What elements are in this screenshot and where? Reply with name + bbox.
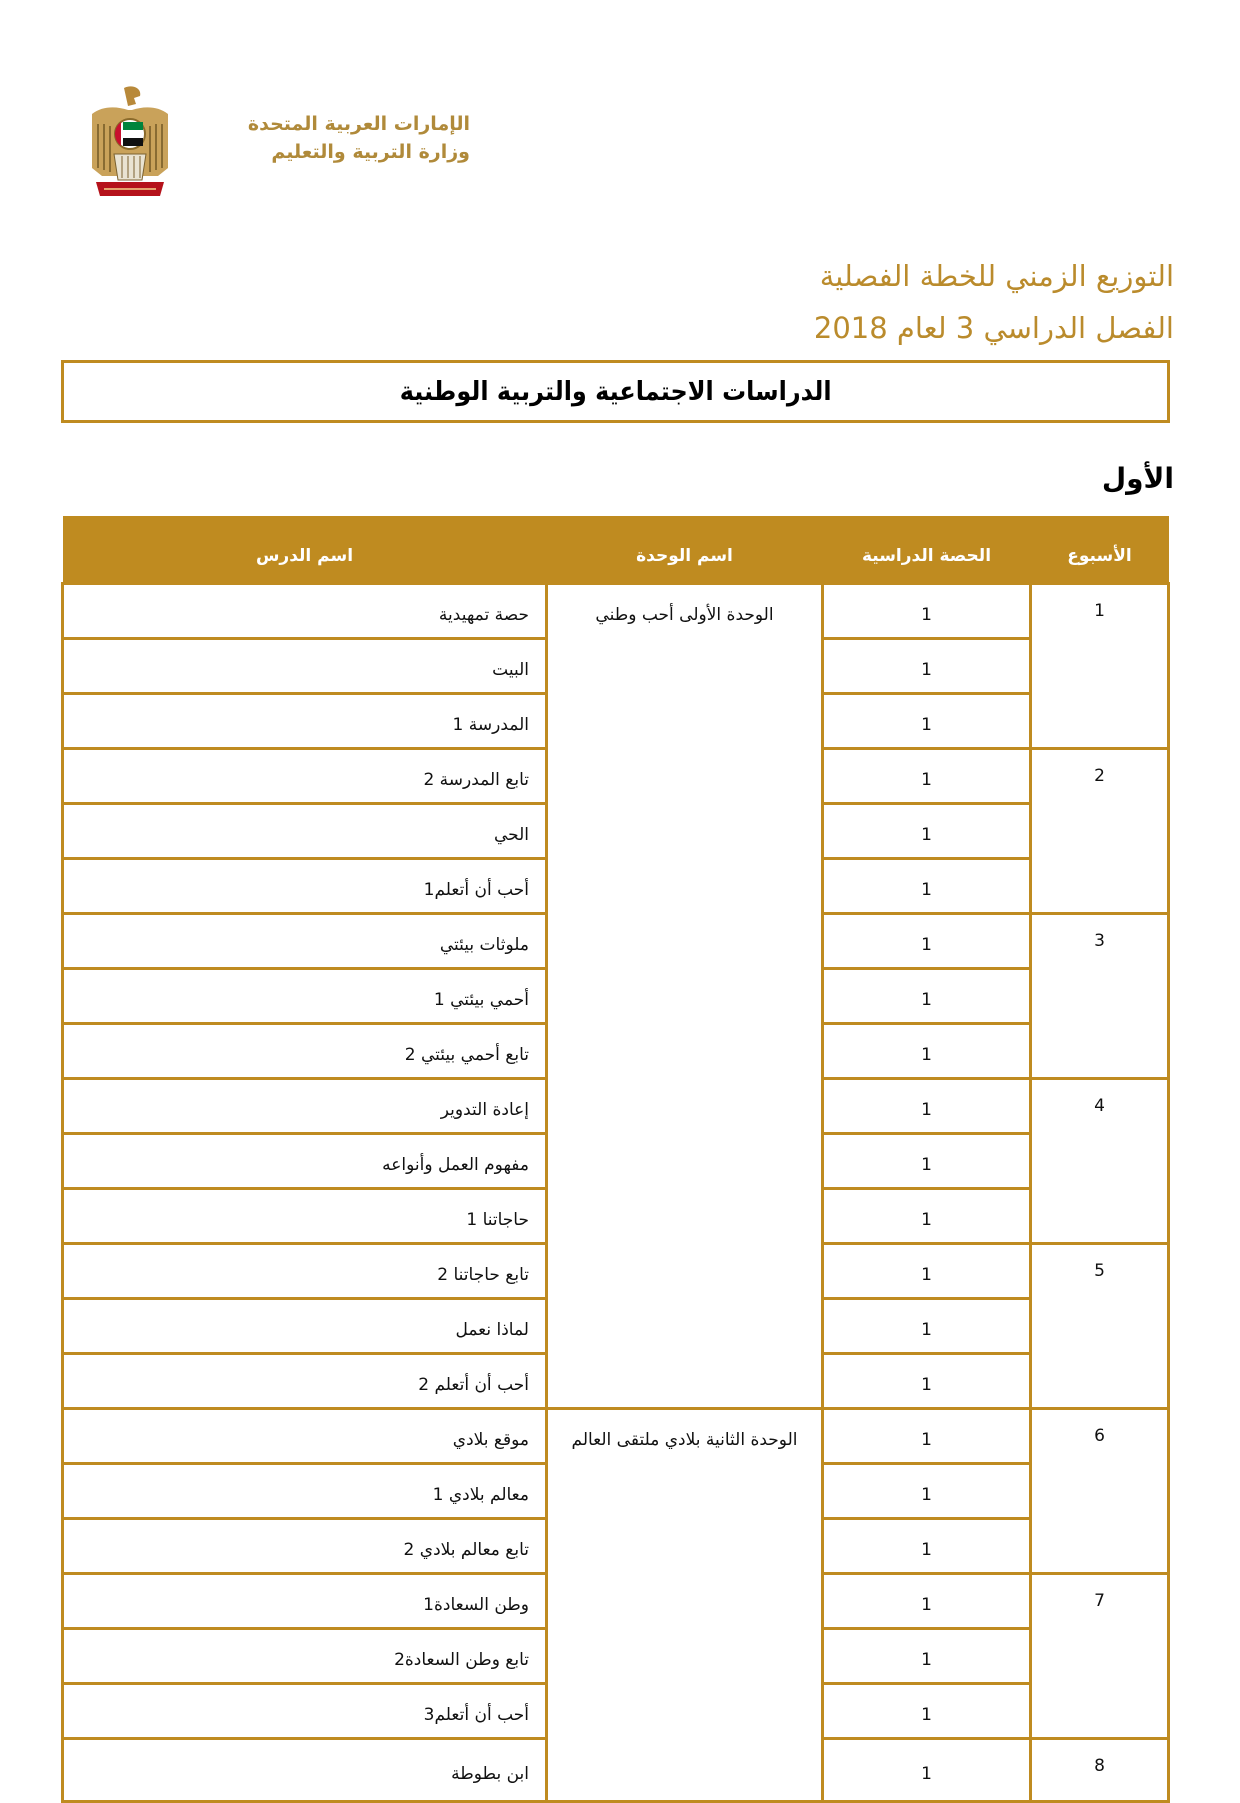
session-count: 1 <box>823 1189 1031 1244</box>
lesson-name: معالم بلادي 1 <box>63 1464 547 1519</box>
lesson-name: لماذا نعمل <box>63 1299 547 1354</box>
session-count: 1 <box>823 1464 1031 1519</box>
lesson-name: البيت <box>63 639 547 694</box>
session-count: 1 <box>823 584 1031 639</box>
plan-title-line1: التوزيع الزمني للخطة الفصلية <box>819 259 1174 293</box>
unit-name: الوحدة الثانية بلادي ملتقى العالم <box>547 1409 823 1802</box>
session-count: 1 <box>823 1024 1031 1079</box>
lesson-name: ملوثات بيئتي <box>63 914 547 969</box>
header-session: الحصة الدراسية <box>823 516 1031 584</box>
session-count: 1 <box>823 804 1031 859</box>
header-lesson: اسم الدرس <box>63 516 547 584</box>
ministry-logo <box>88 84 468 204</box>
session-count: 1 <box>823 1354 1031 1409</box>
lesson-name: وطن السعادة1 <box>63 1574 547 1629</box>
lesson-name: أحب أن أتعلم 2 <box>63 1354 547 1409</box>
plan-title-line2: الفصل الدراسي 3 لعام 2018 <box>813 311 1174 345</box>
session-count: 1 <box>823 914 1031 969</box>
lesson-name: أحب أن أتعلم3 <box>63 1684 547 1739</box>
plan-title-block <box>574 250 1174 354</box>
lesson-name: تابع وطن السعادة2 <box>63 1629 547 1684</box>
session-count: 1 <box>823 1684 1031 1739</box>
ministry-name: وزارة التربية والتعليم <box>271 141 470 163</box>
lesson-name: تابع المدرسة 2 <box>63 749 547 804</box>
session-count: 1 <box>823 1244 1031 1299</box>
subject-title: الدراسات الاجتماعية والتربية الوطنية <box>399 376 832 407</box>
lesson-name: المدرسة 1 <box>63 694 547 749</box>
lesson-name: أحب أن أتعلم1 <box>63 859 547 914</box>
unit-name: الوحدة الأولى أحب وطني <box>547 584 823 1409</box>
table-header-row <box>63 516 1169 584</box>
week-number: 3 <box>1031 914 1169 1079</box>
session-count: 1 <box>823 1519 1031 1574</box>
lesson-name: تابع أحمي بيئتي 2 <box>63 1024 547 1079</box>
session-count: 1 <box>823 749 1031 804</box>
lesson-name: مفهوم العمل وأنواعه <box>63 1134 547 1189</box>
lesson-name: حصة تمهيدية <box>63 584 547 639</box>
session-count: 1 <box>823 694 1031 749</box>
header-unit: اسم الوحدة <box>547 516 823 584</box>
plan-table <box>61 516 1170 1803</box>
session-count: 1 <box>823 1299 1031 1354</box>
session-count: 1 <box>823 1739 1031 1802</box>
session-count: 1 <box>823 1409 1031 1464</box>
table-row <box>63 1409 1169 1464</box>
session-count: 1 <box>823 1079 1031 1134</box>
lesson-name: تابع حاجاتنا 2 <box>63 1244 547 1299</box>
uae-emblem-icon <box>88 84 172 202</box>
table-row <box>63 584 1169 639</box>
lesson-name: تابع معالم بلادي 2 <box>63 1519 547 1574</box>
week-number: 1 <box>1031 584 1169 749</box>
session-count: 1 <box>823 639 1031 694</box>
week-number: 5 <box>1031 1244 1169 1409</box>
lesson-name: ابن بطوطة <box>63 1739 547 1802</box>
country-name: الإمارات العربية المتحدة <box>247 113 470 135</box>
session-count: 1 <box>823 859 1031 914</box>
session-count: 1 <box>823 1629 1031 1684</box>
week-number: 2 <box>1031 749 1169 914</box>
week-number: 7 <box>1031 1574 1169 1739</box>
lesson-name: حاجاتنا 1 <box>63 1189 547 1244</box>
week-number: 8 <box>1031 1739 1169 1802</box>
lesson-name: إعادة التدوير <box>63 1079 547 1134</box>
week-number: 4 <box>1031 1079 1169 1244</box>
lesson-name: موقع بلادي <box>63 1409 547 1464</box>
lesson-name: أحمي بيئتي 1 <box>63 969 547 1024</box>
subject-box <box>61 360 1170 423</box>
term-label: الأول <box>1101 462 1174 495</box>
header-week: الأسبوع <box>1031 516 1169 584</box>
session-count: 1 <box>823 1574 1031 1629</box>
week-number: 6 <box>1031 1409 1169 1574</box>
session-count: 1 <box>823 1134 1031 1189</box>
lesson-name: الحي <box>63 804 547 859</box>
session-count: 1 <box>823 969 1031 1024</box>
